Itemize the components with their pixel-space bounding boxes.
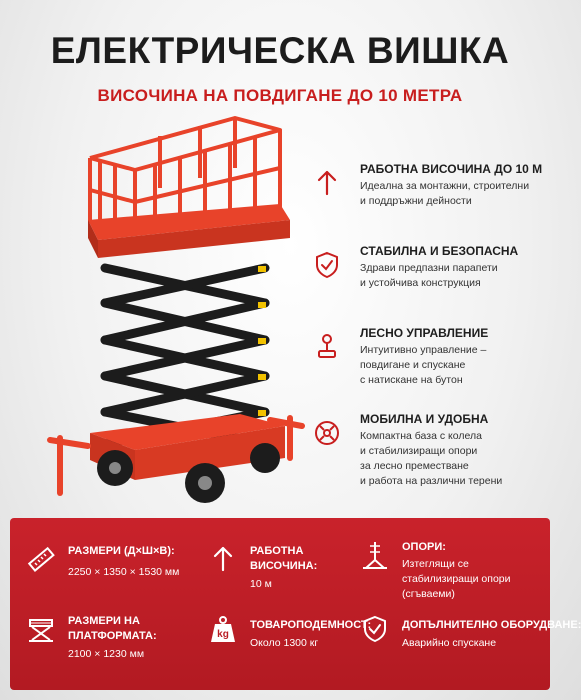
spec-label: ОПОРИ:: [402, 541, 446, 553]
feature-mobile: [310, 412, 550, 508]
spec-working-height: [208, 544, 348, 614]
feature-working-height: [310, 162, 550, 242]
page-subtitle: ВИСОЧИНА НА ПОВДИГАНЕ ДО 10 МЕТРА: [97, 86, 463, 105]
feature-easy-control: [310, 326, 550, 410]
wheel-icon: [312, 418, 342, 448]
spec-capacity: [208, 614, 372, 678]
spec-value: 2250 × 1350 × 1530 мм: [68, 566, 180, 578]
arrow-up-icon: [312, 168, 342, 198]
arrow-up-icon: [208, 544, 238, 574]
shield-check-icon: [312, 250, 342, 280]
spec-value: 2100 × 1230 мм: [68, 648, 145, 660]
spec-extra-equipment: [360, 614, 581, 678]
feature-stable-safe: [310, 244, 550, 324]
spec-label: РАБОТНА ВИСОЧИНА:: [250, 545, 318, 572]
shield-check-icon: [360, 614, 390, 644]
feature-title: МОБИЛНА И УДОБНА: [360, 412, 489, 426]
outrigger-icon: [360, 540, 390, 570]
spec-label: РАЗМЕРИ НА ПЛАТФОРМАТА:: [68, 615, 157, 642]
page-title: ЕЛЕКТРИЧЕСКА ВИШКА: [50, 30, 510, 71]
spec-value: Аварийно спускане: [402, 637, 497, 649]
feature-description: Идеална за монтажни, строителни и поддръжни дейности: [360, 180, 530, 207]
feature-description: Здрави предпазни парапети и устойчива конструкция: [360, 262, 498, 289]
feature-title: СТАБИЛНА И БЕЗОПАСНА: [360, 244, 519, 258]
ruler-icon: [26, 544, 56, 574]
spec-value: Около 1300 кг: [250, 637, 319, 649]
feature-title: РАБОТНА ВИСОЧИНА ДО 10 М: [360, 162, 543, 176]
spec-value: 10 м: [250, 578, 272, 590]
specs-panel: [10, 518, 581, 690]
spec-label: ДОПЪЛНИТЕЛНО ОБОРУДВАНЕ:: [402, 619, 581, 631]
spec-platform: [26, 614, 216, 678]
spec-supports: [360, 540, 540, 614]
feature-description: Компактна база с колела и стабилизиращи опори за лесно преместване и работа на различни терени: [360, 430, 503, 487]
features-list: [310, 160, 550, 508]
spec-value: Изтеглящи се стабилизиращи опори (сгъваеми): [402, 558, 511, 600]
feature-title: ЛЕСНО УПРАВЛЕНИЕ: [360, 326, 489, 340]
joystick-icon: [312, 332, 342, 362]
weight-icon: kg: [208, 614, 238, 644]
spec-label: РАЗМЕРИ (Д×Ш×В):: [68, 545, 175, 557]
platform-icon: [26, 614, 56, 644]
spec-dimensions: [26, 544, 216, 604]
feature-description: Интуитивно управление – повдигане и спускане с натискане на бутон: [360, 344, 487, 386]
scissor-lift-image: [40, 108, 310, 508]
spec-label: ТОВАРОПОДЕМНОСТ:: [250, 619, 372, 631]
